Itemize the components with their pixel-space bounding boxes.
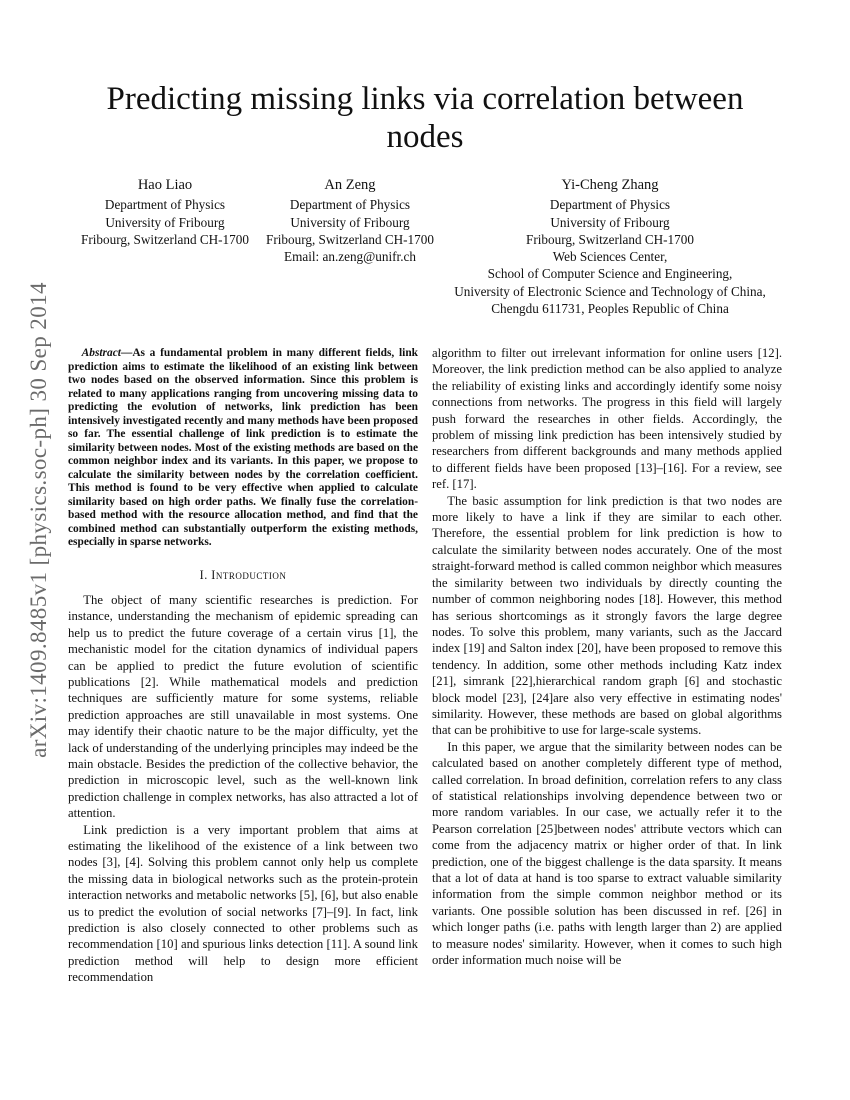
author-affiliation: Department of Physics [549,197,671,213]
author-affiliation: Fribourg, Switzerland CH-1700 [266,231,434,247]
abstract-label: Abstract [81,347,121,359]
author-affiliation: Department of Physics [104,197,226,213]
author-name: Hao Liao [137,177,193,193]
author-block-zhang [420,177,800,317]
body-paragraph: The basic assumption for link prediction is that two nodes are more likely to have a link if they are similar to each other. Therefore, the essential problem for link prediction is how to calculate the similarity between nodes accurately. One of the most straight-forward method is called common neighbor which measures the similarity between two individuals by directly counting the number of common neighboring nodes [18]. However, this method has serious shortcomings as it strongly favors the large degree nodes. To solve this problem, many variants, such as the Jaccard index [19] and Salton index [20], have been proposed to remove this tendency. In addition, some other methods including Katz index [21], simrank [22],hierarchical random graph [6] and stochastic block model [23], [24]are also very effective in estimating nodes' similarity. However, these methods are based on global algorithms that can be prohibitive to use for large-scale systems. [432,493,782,738]
section-heading-introduction: I. Introduction [199,567,287,582]
body-paragraph: In this paper, we argue that the similarity between nodes can be calculated based on another completely different type of method, called correlation. In broad definition, correlation refers to any class of statistical relationships involving dependence between two or more random variables. In our case, we actually refer it to the Pearson correlation [25]between nodes' attribute vectors which can come from the adjacency matrix or higher order of that. In link prediction, one of the biggest challenge is the data sparsity. It means that a lot of data at hand is too sparse to extract valuable similarity information from the simple common neighbor method or its variants. One possible solution has been discussed in ref. [26] in which longer paths (i.e. paths with length larger than 2) are applied to measure nodes' similarity. However, when it comes to such high order information much noise will be [432,739,782,968]
author-name: An Zeng [324,177,376,193]
body-paragraph: algorithm to filter out irrelevant information for online users [12]. Moreover, the link prediction method can be also applied to analyze the reliability of existing links and accordingly identify some noisy connections from networks. The progress in this field will largely push forward the researches in other fields. Accordingly, the problem of missing link prediction has been intensively studied by researchers from different backgrounds and many methods applied to different fields have been proposed [13]–[16]. For a review, see ref. [17]. [432,346,782,492]
author-affiliation: University of Fribourg [550,214,670,230]
arxiv-identifier: arXiv:1409.8485v1 [physics.soc-ph] 30 Sep 2014 [26,282,51,758]
paper-title: Predicting missing links via correlation between nodes [106,81,744,155]
author-affiliation: University of Fribourg [290,214,410,230]
author-affiliation: University of Fribourg [105,214,225,230]
author-affiliation: Department of Physics [289,197,411,213]
abstract-text: —As a fundamental problem in many different fields, link prediction aims to estimate the likelihood of an existing link between two nodes based on the observed information. Since this problem is related to many applications ranging from uncovering missing data to predicting the evolution of networks, link prediction has been intensively investigated recently and many methods have been proposed so far. The essential challenge of link prediction is to estimate the similarity between nodes. Most of the existing methods are based on the common neighbor index and its variants. In this paper, we propose to calculate the similarity between nodes by the correlation coefficient. This method is found to be very effective when applied to calculate similarity based on high order paths. We finally fuse the correlation-based method with the resource allocation method, and find that the combined method can substantially outperform the existing methods, especially in sparse networks. [68,347,418,548]
author-affiliation: University of Electronic Science and Technology of China, [454,283,766,299]
arxiv-sidebar [0,0,70,1100]
body-paragraph: The object of many scientific researches is prediction. For instance, understanding the mechanism of epidemic spreading can help us to predict the future coverage of a certain virus [1], the mechanistic model for the citation dynamics of individual papers can be applied to predict the future evolution of scientific publications [2]. While mathematical models and prediction techniques are sufficiently mature for some systems, reliable prediction approaches are still unavailable in most systems. One may identify their chaotic nature to be the major difficulty, yet the lack of understanding of the underlying principles may indeed be the main obstacle. Besides the prediction of the collective behavior, the prediction in microscopic level, such as the well-known link prediction challenge in complex networks, has also attracted a lot of attention. [68,592,418,821]
right-column [432,345,782,968]
author-affiliation: Fribourg, Switzerland CH-1700 [526,231,694,247]
body-paragraph: Link prediction is a very important problem that aims at estimating the likelihood of the existence of a link between two nodes [3], [4]. Solving this problem cannot only help us complete the missing data in biological networks such as the protein-protein interaction networks and metabolic networks [5], [6], but also enable us to predict the evolution of social networks [7]–[9]. In fact, link prediction is also closely connected to other problems such as recommendation [10] and spurious links detection [11]. A sound link prediction method will help to design more efficient recommendation [68,822,418,985]
author-affiliation: Fribourg, Switzerland CH-1700 [81,231,249,247]
author-affiliation: Web Sciences Center, [552,249,668,265]
author-affiliation: School of Computer Science and Engineering, [487,266,733,282]
left-column [68,347,418,986]
author-affiliation: Chengdu 611731, Peoples Republic of China [491,301,729,317]
author-block-liao [60,177,270,248]
author-email: Email: an.zeng@unifr.ch [284,249,416,265]
abstract [68,347,418,550]
author-name: Yi-Cheng Zhang [561,177,659,193]
